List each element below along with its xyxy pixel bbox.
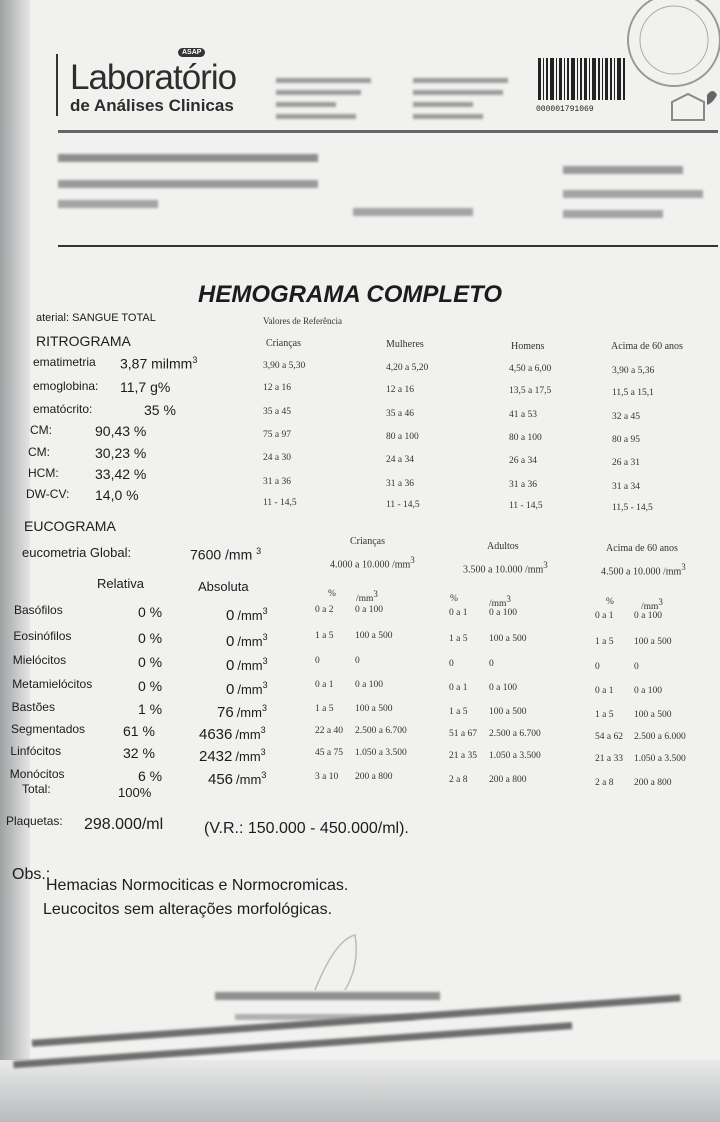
unit-mm-text: /mm	[356, 594, 374, 605]
leukogram-heading: EUCOGRAMA	[24, 518, 116, 534]
lab-subtitle: de Análises Clinicas	[70, 96, 234, 115]
unit-mm-sup: 3	[373, 589, 378, 599]
erythrogram-value	[120, 379, 170, 395]
erythrogram-ref: 4,50 a 6,00	[509, 364, 552, 374]
leukocyte-absolute	[217, 703, 267, 721]
logo-bar-icon	[54, 54, 64, 124]
leukocyte-absolute-sup: 3	[261, 770, 267, 780]
leukocyte-label: Eosinófilos	[13, 629, 72, 643]
leukocyte-ref: 0	[634, 661, 639, 672]
erythrogram-label: CM:	[30, 423, 52, 437]
leukocyte-absolute-unit: /mm	[236, 705, 262, 720]
erythrogram-value	[144, 402, 176, 418]
group-children-range-text: 4.000 a 10.000 /mm	[330, 559, 411, 571]
leukocyte-absolute-unit: /mm	[236, 772, 262, 787]
group-over60-range-text: 4.500 a 10.000 /mm	[601, 566, 682, 578]
erythrogram-ref: 31 a 34	[612, 481, 640, 492]
leukometry-value	[190, 546, 261, 563]
leukocyte-ref: 200 a 800	[489, 774, 527, 785]
leukocyte-absolute-number: 2432	[199, 748, 233, 765]
leukocyte-absolute-sup: 3	[262, 680, 268, 690]
unit-mm	[356, 589, 378, 604]
leukocyte-ref: 0 a 1	[449, 608, 468, 618]
reference-values-label: Valores de Referência	[263, 316, 342, 326]
erythrogram-ref: 24 a 34	[386, 454, 414, 465]
erythrogram-ref: 11,5 a 15,1	[612, 387, 654, 398]
ref-header-children: Crianças	[266, 338, 301, 349]
leukocyte-absolute-number: 0	[226, 607, 235, 624]
leukocyte-ref: 51 a 67	[449, 729, 477, 739]
header-divider	[58, 130, 718, 133]
leukocyte-ref: 0 a 2	[315, 605, 334, 615]
erythrogram-ref: 31 a 36	[509, 480, 537, 490]
erythrogram-ref: 3,90 a 5,36	[612, 365, 655, 376]
unit-mm-text: /mm	[641, 602, 659, 613]
leukocyte-ref: 0 a 100	[355, 680, 383, 691]
leukocyte-label: Bastões	[11, 700, 55, 714]
leukocyte-ref: 0	[315, 655, 320, 666]
material-label: aterial: SANGUE TOTAL	[36, 312, 156, 324]
group-over60: Acima de 60 anos	[606, 543, 678, 554]
erythrogram-ref: 80 a 95	[612, 434, 640, 445]
leukocyte-ref: 1.050 a 3.500	[634, 754, 686, 765]
leukocyte-ref: 1 a 5	[449, 706, 468, 717]
group-adults: Adultos	[487, 541, 519, 552]
leukocyte-ref: 1 a 5	[595, 637, 614, 648]
erythrogram-ref: 31 a 36	[263, 477, 291, 487]
leukocyte-ref: 21 a 35	[449, 751, 477, 762]
stamp	[612, 0, 720, 130]
leukocyte-relative: 0 %	[138, 604, 163, 620]
leukocyte-relative: 6 %	[138, 768, 163, 784]
group-children-sup: 3	[410, 555, 415, 565]
erythrogram-label: ematócrito:	[33, 402, 93, 416]
leukocyte-ref: 0 a 1	[315, 680, 334, 691]
leukocyte-label: Monócitos	[9, 767, 65, 781]
erythrogram-value	[120, 355, 197, 372]
group-adults-range-text: 3.500 a 10.000 /mm	[463, 564, 544, 576]
total-label: Total:	[22, 782, 51, 796]
obs-label: Obs.:	[12, 866, 51, 883]
leukocyte-ref: 100 a 500	[634, 637, 672, 648]
erythrogram-ref: 26 a 34	[509, 456, 537, 466]
leukocyte-relative: 0 %	[138, 678, 163, 694]
leukocyte-ref: 2 a 8	[449, 774, 468, 785]
stamp-seal-icon	[612, 0, 720, 125]
group-adults-sup: 3	[543, 560, 548, 570]
erythrogram-ref: 31 a 36	[386, 478, 414, 489]
erythrogram-ref: 12 a 16	[263, 383, 291, 393]
leukocyte-relative: 0 %	[138, 630, 163, 646]
unit-mm-sup: 3	[658, 597, 663, 607]
leukocyte-ref: 200 a 800	[634, 777, 672, 788]
leukocyte-absolute	[226, 632, 268, 650]
leukocyte-ref: 0 a 1	[595, 686, 614, 697]
unit-percent: %	[328, 589, 336, 599]
ref-header-women: Mulheres	[386, 339, 424, 350]
leukocyte-absolute-sup: 3	[261, 703, 267, 713]
leukometry-sup: 3	[256, 546, 262, 556]
erythrogram-value-text: 33,42 %	[95, 466, 147, 482]
group-children-range	[330, 555, 415, 570]
group-over60-sup: 3	[681, 562, 686, 572]
leukocyte-ref: 0 a 100	[355, 605, 383, 615]
obs-line-2: Leucocitos sem alterações morfológicas.	[43, 901, 333, 918]
leukocyte-label: Segmentados	[11, 722, 86, 736]
page-shadow	[0, 0, 30, 1122]
obs-line-1: Hemacias Normociticas e Normocromicas.	[46, 877, 349, 894]
leukocyte-absolute-unit: /mm	[237, 658, 263, 673]
leukocyte-relative: 61 %	[123, 723, 155, 739]
erythrogram-value	[95, 466, 146, 482]
unit-mm-sup: 3	[506, 594, 511, 604]
erythrogram-ref: 12 a 16	[386, 384, 414, 395]
leukocyte-ref: 0	[489, 658, 494, 669]
leukocyte-ref: 1.050 a 3.500	[489, 751, 541, 762]
leukocyte-absolute-number: 4636	[199, 726, 233, 743]
leukocyte-ref: 100 a 500	[634, 709, 672, 720]
leukocyte-absolute	[226, 606, 268, 624]
leukocyte-ref: 3 a 10	[315, 771, 339, 782]
erythrogram-label: emoglobina:	[33, 379, 99, 393]
leukocyte-ref: 100 a 500	[489, 706, 527, 717]
erythrogram-value-text: 11,7 g%	[120, 379, 171, 395]
erythrogram-label: ematimetria	[33, 355, 96, 369]
leukocyte-absolute-sup: 3	[262, 656, 268, 666]
leukocyte-absolute	[208, 770, 266, 788]
leukocyte-absolute-number: 76	[217, 704, 234, 721]
erythrogram-label: CM:	[28, 445, 50, 459]
leukocyte-absolute	[199, 725, 266, 743]
erythrogram-label: DW-CV:	[26, 487, 70, 501]
leukocyte-ref: 0 a 100	[634, 611, 662, 621]
patient-divider	[58, 245, 718, 247]
leukocyte-ref: 100 a 500	[489, 634, 527, 645]
erythrogram-ref: 3,90 a 5,30	[263, 361, 306, 371]
leukocyte-label: Basófilos	[14, 603, 63, 617]
platelets-reference: (V.R.: 150.000 - 450.000/ml).	[204, 820, 409, 837]
erythrogram-ref: 80 a 100	[509, 433, 542, 443]
leukocyte-absolute-sup: 3	[262, 632, 268, 642]
leukocyte-ref: 0	[595, 661, 600, 672]
leukocyte-absolute-sup: 3	[262, 606, 268, 616]
erythrogram-ref: 13,5 a 17,5	[509, 386, 552, 396]
col-absolute: Absoluta	[198, 579, 249, 594]
erythrogram-label: HCM:	[28, 466, 59, 480]
erythrogram-ref: 80 a 100	[386, 431, 419, 442]
leukocyte-ref: 0	[355, 655, 360, 666]
leukocyte-absolute-sup: 3	[260, 725, 266, 735]
leukocyte-absolute-number: 0	[226, 681, 235, 698]
leukometry-label: eucometria Global:	[22, 545, 132, 560]
leukocyte-ref: 0 a 1	[449, 683, 468, 694]
lab-badge: ASAP	[178, 48, 205, 57]
group-over60-range	[601, 562, 686, 577]
leukocyte-ref: 0 a 1	[595, 611, 614, 621]
erythrogram-value-text: 35 %	[144, 402, 176, 418]
unit-percent: %	[606, 597, 614, 607]
patient-info	[58, 150, 718, 225]
page-bottom-shadow	[0, 1060, 720, 1122]
erythrogram-ref: 41 a 53	[509, 410, 537, 420]
leukocyte-ref: 0 a 100	[489, 608, 517, 618]
group-adults-range	[463, 560, 548, 575]
erythrogram-ref: 11 - 14,5	[386, 499, 420, 510]
erythrogram-ref: 32 a 45	[612, 411, 640, 422]
leukocyte-ref: 200 a 800	[355, 771, 393, 782]
leukocyte-ref: 0	[449, 658, 454, 669]
erythrogram-value	[95, 423, 146, 439]
lab-name: Laboratório	[70, 58, 237, 97]
erythrogram-value-sup: 3	[192, 355, 198, 365]
leukocyte-ref: 2.500 a 6.700	[489, 729, 541, 739]
unit-mm	[641, 597, 663, 612]
col-relative: Relativa	[97, 576, 144, 591]
leukocyte-absolute-number: 456	[208, 771, 234, 788]
leukocyte-absolute-unit: /mm	[237, 634, 263, 649]
erythrogram-heading: RITROGRAMA	[36, 333, 131, 349]
leukocyte-label: Mielócitos	[12, 653, 67, 667]
leukocyte-ref: 45 a 75	[315, 748, 343, 759]
leukocyte-ref: 54 a 62	[595, 732, 623, 742]
leukometry-value-text: 7600 /mm	[190, 546, 253, 563]
ref-header-over60: Acima de 60 anos	[611, 341, 683, 352]
leukocyte-ref: 2 a 8	[595, 777, 614, 788]
erythrogram-ref: 11,5 - 14,5	[612, 502, 653, 513]
total-value: 100%	[118, 785, 152, 800]
page-title: HEMOGRAMA COMPLETO	[198, 281, 502, 308]
barcode-number: 000001791069	[536, 105, 594, 114]
leukocyte-absolute-unit: /mm	[235, 749, 261, 764]
unit-mm-text: /mm	[489, 599, 507, 610]
leukocyte-ref: 21 a 33	[595, 754, 623, 765]
lab-address-block	[276, 78, 516, 128]
leukocyte-label: Linfócitos	[10, 744, 62, 758]
platelets-value: 298.000/ml	[84, 816, 164, 833]
leukocyte-ref: 1 a 5	[315, 631, 334, 642]
ref-header-men: Homens	[511, 341, 545, 352]
leukocyte-absolute	[226, 656, 268, 674]
group-children: Crianças	[350, 536, 385, 547]
leukocyte-ref: 2.500 a 6.700	[355, 726, 407, 736]
leukocyte-ref: 0 a 100	[489, 683, 517, 694]
leukocyte-relative: 0 %	[138, 654, 163, 670]
platelets-label: Plaquetas:	[6, 814, 63, 828]
leukocyte-ref: 100 a 500	[355, 631, 393, 642]
leukocyte-ref: 0 a 100	[634, 686, 662, 697]
leukocyte-absolute-unit: /mm	[235, 727, 261, 742]
leukocyte-absolute	[226, 680, 268, 698]
erythrogram-value-text: 3,87 milmm	[120, 355, 193, 372]
erythrogram-value	[95, 487, 139, 503]
erythrogram-ref: 11 - 14,5	[263, 498, 297, 508]
leukocyte-absolute-unit: /mm	[237, 608, 263, 623]
leukocyte-absolute-sup: 3	[260, 747, 266, 757]
erythrogram-value-text: 30,23 %	[95, 445, 147, 461]
erythrogram-value	[95, 445, 146, 461]
erythrogram-ref: 75 a 97	[263, 430, 291, 440]
leukocyte-ref: 22 a 40	[315, 726, 343, 736]
unit-mm	[489, 594, 511, 609]
leukocyte-ref: 1 a 5	[315, 703, 334, 714]
leukocyte-absolute	[199, 747, 266, 765]
leukocyte-absolute-unit: /mm	[237, 682, 263, 697]
erythrogram-ref: 24 a 30	[263, 453, 291, 463]
erythrogram-ref: 11 - 14,5	[509, 501, 543, 511]
erythrogram-ref: 4,20 a 5,20	[386, 362, 429, 373]
leukocyte-ref: 100 a 500	[355, 703, 393, 714]
erythrogram-ref: 35 a 45	[263, 407, 291, 417]
leukocyte-absolute-number: 0	[226, 657, 235, 674]
leukocyte-absolute-number: 0	[226, 633, 235, 650]
leukocyte-ref: 1.050 a 3.500	[355, 748, 407, 759]
leukocyte-ref: 2.500 a 6.000	[634, 732, 686, 742]
leukocyte-ref: 1 a 5	[595, 709, 614, 720]
leukocyte-relative: 1 %	[138, 701, 163, 717]
leukocyte-ref: 1 a 5	[449, 634, 468, 645]
leukocyte-label: Metamielócitos	[12, 677, 93, 691]
erythrogram-value-text: 14,0 %	[95, 487, 139, 503]
leukocyte-relative: 32 %	[123, 745, 155, 761]
unit-percent: %	[450, 594, 458, 604]
erythrogram-value-text: 90,43 %	[95, 423, 147, 439]
erythrogram-ref: 35 a 46	[386, 408, 414, 419]
erythrogram-ref: 26 a 31	[612, 457, 640, 468]
